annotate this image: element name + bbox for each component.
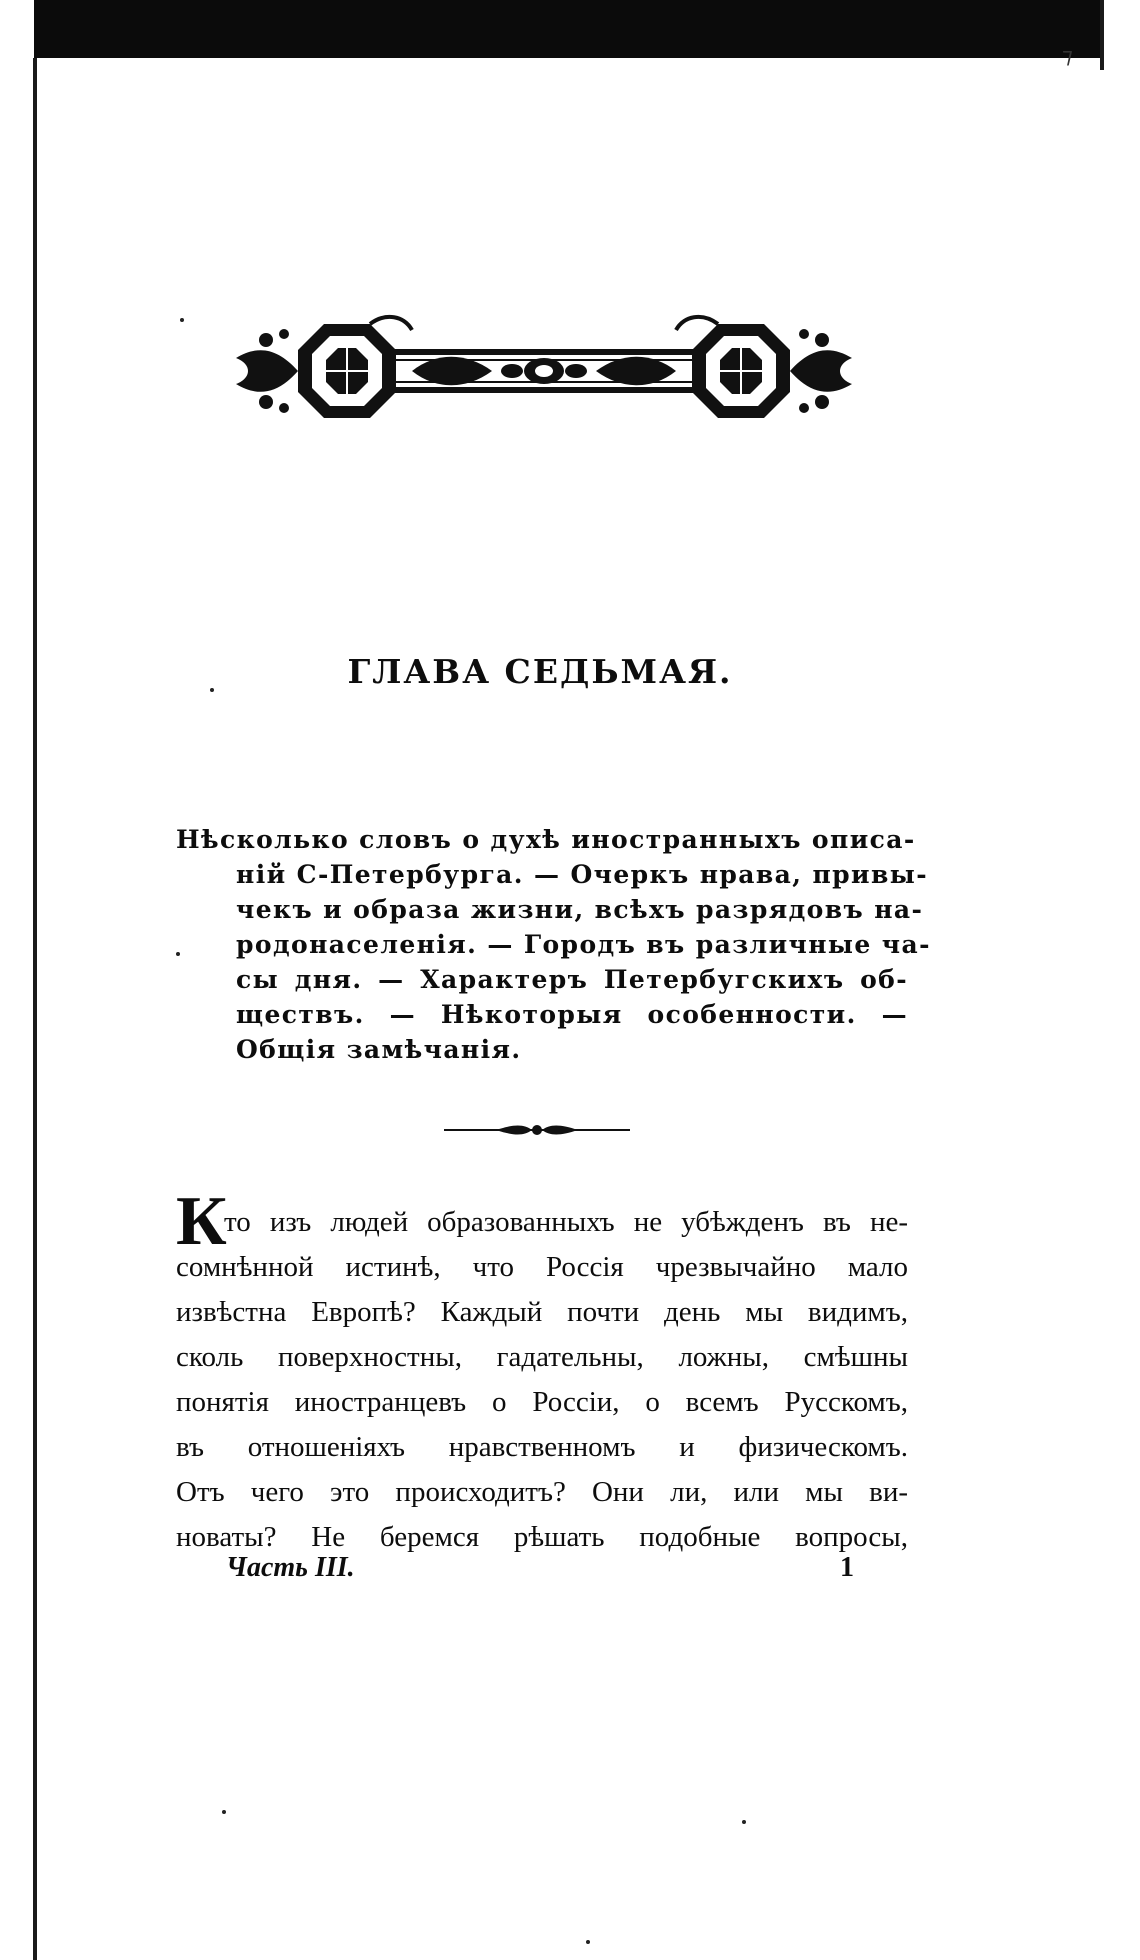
summary-line: сы дня. — Характеръ Петербугскихъ об- <box>236 965 908 994</box>
body-line: то изъ людей образованныхъ не убѣжденъ въ не- <box>224 1206 908 1238</box>
chapter-title: ГЛАВА СЕДЬМАЯ. <box>347 652 733 691</box>
body-line: сомнѣнной истинѣ, что Россія чрезвычайно мало <box>176 1251 908 1283</box>
drop-cap: К <box>176 1183 227 1260</box>
section-divider <box>444 1120 630 1140</box>
summary-line: чекъ и образа жизни, всѣхъ разрядовъ на- <box>236 895 924 924</box>
body-text <box>176 1200 908 1560</box>
body-line: новаты? Не беремся рѣшать подобные вопросы, <box>176 1521 908 1553</box>
scan-speck <box>222 1810 226 1814</box>
body-line: понятія иностранцевъ о Россіи, о всемъ Русскомъ, <box>176 1386 908 1418</box>
signature-mark: Часть III. <box>226 1552 355 1583</box>
body-line: извѣстна Европѣ? Каждый почти день мы видимъ, <box>176 1296 908 1328</box>
summary-line: родонаселенія. — Городъ въ различные ча- <box>236 930 931 959</box>
body-line: Отъ чего это происходитъ? Они ли, или мы ви- <box>176 1476 908 1508</box>
page-number: 1 <box>840 1552 854 1583</box>
summary-line: Общія замѣчанія. <box>236 1035 522 1064</box>
summary-line: ществъ. — Нѣкоторыя особенности. — <box>236 1000 908 1029</box>
corner-mark: ⁊ <box>1062 44 1073 69</box>
summary-line: Нѣсколько словъ о духѣ иностранныхъ описа- <box>176 825 916 854</box>
scan-right-edge <box>1100 0 1104 70</box>
summary-line: ній С-Петербурга. — Очеркъ нрава, привы- <box>236 860 928 889</box>
body-line: въ отношеніяхъ нравственномъ и физическомъ. <box>176 1431 908 1463</box>
headpiece-ornament <box>236 312 852 430</box>
chapter-summary <box>176 822 931 1067</box>
scan-top-border <box>34 0 1104 58</box>
scan-speck <box>180 318 184 322</box>
body-line: сколь поверхностны, гадательны, ложны, смѣшны <box>176 1341 908 1373</box>
page-left-edge <box>33 58 37 1960</box>
scan-speck <box>586 1940 590 1944</box>
scan-speck <box>742 1820 746 1824</box>
scan-speck <box>210 688 214 692</box>
scan-speck <box>176 952 180 956</box>
